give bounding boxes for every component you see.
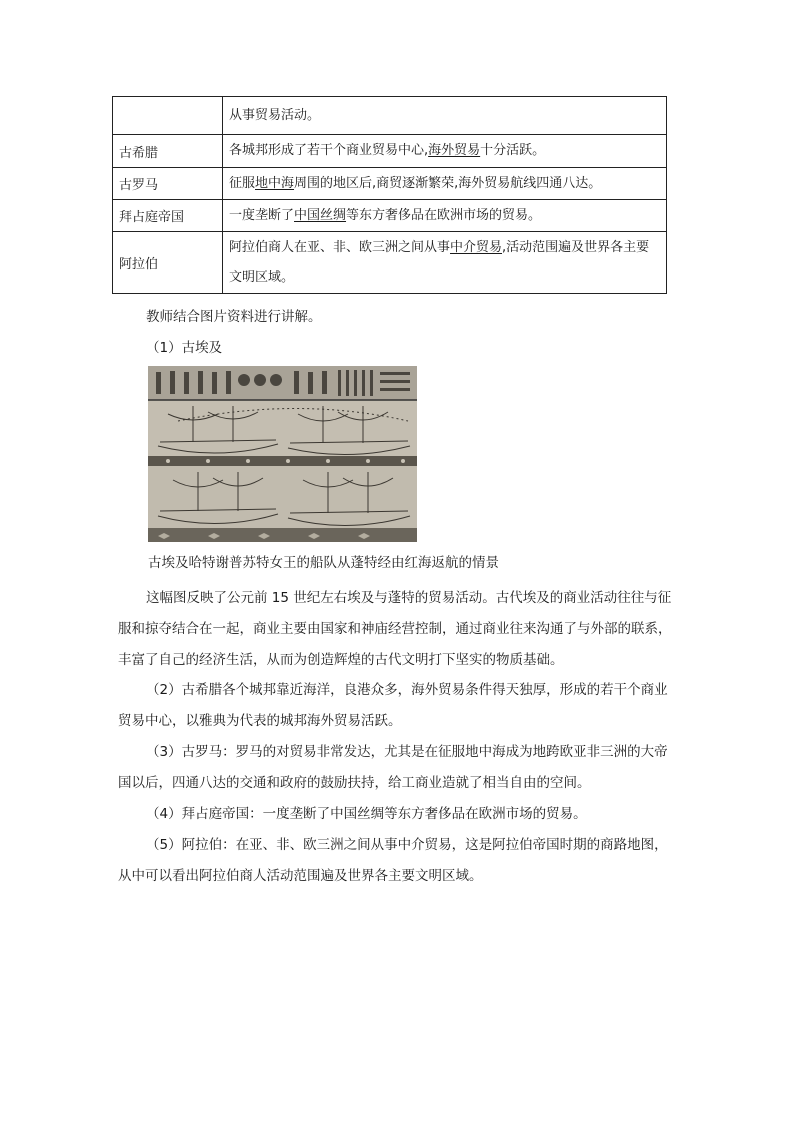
description-text: ,活动范围遍及世界各主要文明区域。: [229, 239, 650, 285]
description-cell: [223, 168, 667, 200]
paragraph-arabia: （5）阿拉伯：在亚、非、欧三洲之间从事中介贸易，这是阿拉伯帝国时期的商路地图，从中可以看出阿拉伯商人活动范围遍及世界各主要文明区域。: [118, 837, 668, 884]
paragraph-rome: （3）古罗马：罗马的对贸易非常发达，尤其是在征服地中海成为地跨欧亚非三洲的大帝国以后，四通八达的交通和政府的鼓励扶持，给工商业造就了相当自由的空间。: [118, 744, 668, 791]
region-cell: 古希腊: [113, 135, 223, 168]
region-cell: [113, 97, 223, 135]
description-cell: [223, 200, 667, 232]
paragraph-egypt: 这幅图反映了公元前 15 世纪左右埃及与蓬特的贸易活动。古代埃及的商业活动往往与征服和掠夺结合在一起，商业主要由国家和神庙经营控制，通过商业往来沟通了与外部的联系，丰富了自己的经济生活，从而为创造辉煌的古代文明打下坚实的物质基础。: [118, 590, 672, 668]
trade-table: [112, 96, 667, 294]
underlined-term: 中介贸易: [450, 239, 503, 255]
description-text: 征服: [229, 175, 256, 191]
description-text: 一度垄断了: [229, 207, 295, 223]
paragraph-byzantine: （4）拜占庭帝国：一度垄断了中国丝绸等东方奢侈品在欧洲市场的贸易。: [146, 806, 587, 822]
description-cell: [223, 135, 667, 168]
intro-text: 教师结合图片资料进行讲解。: [146, 309, 322, 325]
description-text: 周围的地区后,商贸逐渐繁荣,海外贸易航线四通八达。: [294, 175, 602, 191]
figure-caption: 古埃及哈特谢普苏特女王的船队从蓬特经由红海返航的情景: [148, 555, 499, 571]
paragraph-greece: （2）古希腊各个城邦靠近海洋，良港众多，海外贸易条件得天独厚，形成的若干个商业贸易中心，以雅典为代表的城邦海外贸易活跃。: [118, 682, 668, 729]
table-row: [113, 168, 667, 200]
description-cell: [223, 232, 667, 294]
underlined-term: 中国丝绸: [294, 207, 347, 223]
egyptian-fleet-relief-image: [148, 366, 417, 542]
region-cell: 古罗马: [113, 168, 223, 200]
description-text: 等东方奢侈品在欧洲市场的贸易。: [346, 207, 542, 223]
description-text: 从事贸易活动。: [229, 107, 321, 123]
section-heading: （1）古埃及: [146, 340, 223, 356]
table-row: [113, 232, 667, 294]
region-cell: 阿拉伯: [113, 232, 223, 294]
description-text: 各城邦形成了若干个商业贸易中心,: [229, 143, 429, 158]
description-text: 阿拉伯商人在亚、非、欧三洲之间从事: [229, 239, 451, 255]
table-row: [113, 97, 667, 135]
underlined-term: 海外贸易: [428, 143, 481, 158]
description-cell: [223, 97, 667, 135]
underlined-term: 地中海: [255, 175, 295, 191]
relief-illustration: [148, 366, 417, 542]
table-row: [113, 135, 667, 168]
region-cell: 拜占庭帝国: [113, 200, 223, 232]
description-text: 十分活跃。: [480, 143, 546, 158]
table-row: [113, 200, 667, 232]
